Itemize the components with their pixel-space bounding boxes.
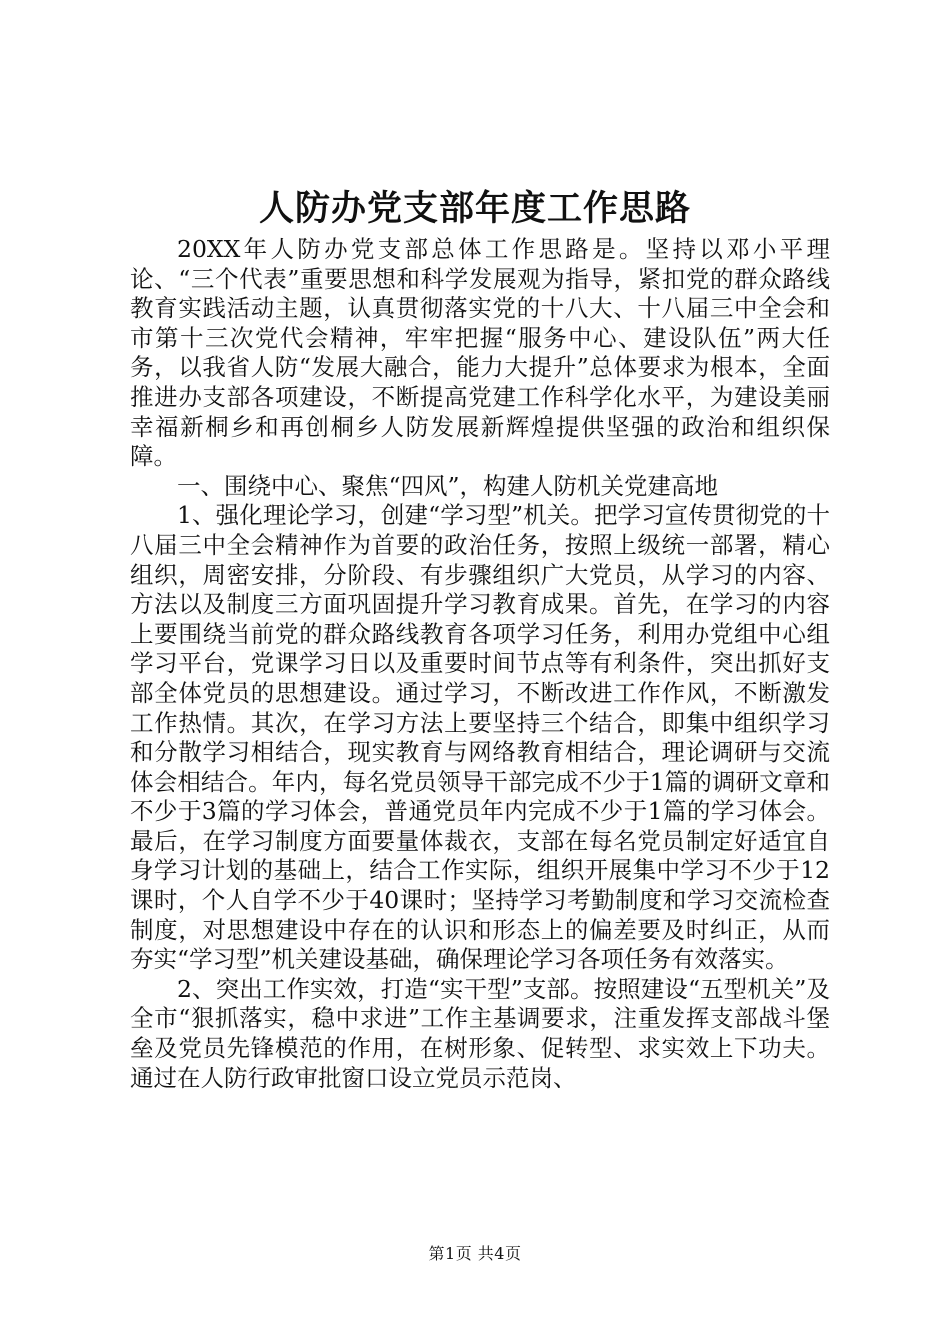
document-title: 人防办党支部年度工作思路 <box>258 188 691 229</box>
section-heading-1: 一、围绕中心、聚焦“四风”，构建人防机关党建高地 <box>177 471 719 500</box>
page-footer: 第1页 共4页 <box>428 1244 522 1263</box>
paragraph-intro: 20XX年人防办党支部总体工作思路是。坚持以邓小平理论、“三个代表”重要思想和科学发展观为指导，紧扣党的群众路线教育实践活动主题，认真贯彻落实党的十八大、十八届三中全会和市第十三次党代会精神，牢牢把握“服务中心、建设队伍”两大任务，以我省人防“发展大融合，能力大提升”总体要求为根本，全面推进办支部各项建设，不断提高党建工作科学化水平，为建设美丽幸福新桐乡和再创桐乡人防发展新辉煌提供坚强的政治和组织保障。 <box>130 235 830 471</box>
paragraph-item-1: 1、强化理论学习，创建“学习型”机关。把学习宣传贯彻党的十八届三中全会精神作为首要的政治任务，按照上级统一部署，精心组织，周密安排，分阶段、有步骤组织广大党员，从学习的内容、方法以及制度三方面巩固提升学习教育成果。首先，在学习的内容上要围绕当前党的群众路线教育各项学习任务，利用办党组中心组学习平台，党课学习日以及重要时间节点等有利条件，突出抓好支部全体党员的思想建设。通过学习，不断改进工作作风，不断激发工作热情。其次，在学习方法上要坚持三个结合，即集中组织学习和分散学习相结合，现实教育与网络教育相结合，理论调研与交流体会相结合。年内，每名党员领导干部完成不少于1篇的调研文章和不少于3篇的学习体会，普通党员年内完成不少于1篇的学习体会。最后，在学习制度方面要量体裁衣，支部在每名党员制定好适宜自身学习计划的基础上，结合工作实际，组织开展集中学习不少于12课时，个人自学不少于40课时；坚持学习考勤制度和学习交流检查制度，对思想建设中存在的认识和形态上的偏差要及时纠正，从而夯实“学习型”机关建设基础，确保理论学习各项任务有效落实。 <box>130 501 830 974</box>
paragraph-item-2: 2、突出工作实效，打造“实干型”支部。按照建设“五型机关”及全市“狠抓落实，稳中求进”工作主基调要求，注重发挥支部战斗堡垒及党员先锋模范的作用，在树形象、促转型、求实效上下功夫。通过在人防行政审批窗口设立党员示范岗、 <box>130 974 830 1092</box>
document-body <box>130 235 830 1093</box>
